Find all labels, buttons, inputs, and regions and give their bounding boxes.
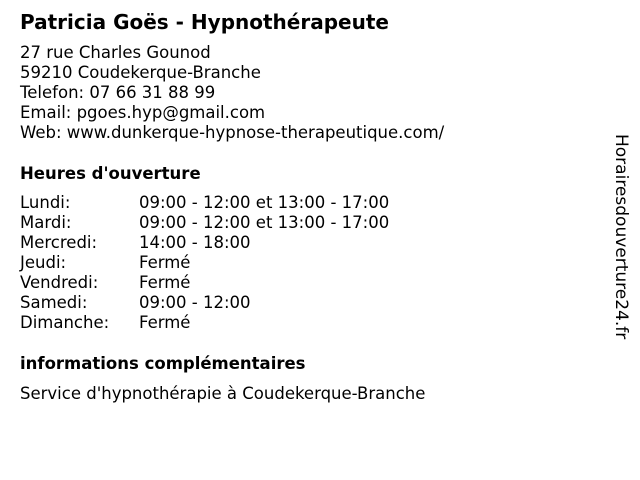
hours-heading: Heures d'ouverture xyxy=(20,164,201,183)
day-label: Mercredi: xyxy=(20,233,98,252)
site-watermark: Horairesdouverture24.fr xyxy=(611,134,631,340)
hours-row-friday xyxy=(20,273,440,293)
time-value: 09:00 - 12:00 xyxy=(139,293,251,312)
time-value: 09:00 - 12:00 et 13:00 - 17:00 xyxy=(139,193,390,212)
day-label: Dimanche: xyxy=(20,313,110,332)
hours-table xyxy=(20,193,440,333)
info-text: Service d'hypnothérapie à Coudekerque-Branche xyxy=(20,384,426,403)
hours-row-thursday xyxy=(20,253,440,273)
time-value: Fermé xyxy=(139,313,191,332)
info-heading: informations complémentaires xyxy=(20,354,306,373)
time-value: 14:00 - 18:00 xyxy=(139,233,251,252)
day-label: Lundi: xyxy=(20,193,71,212)
address-city: 59210 Coudekerque-Branche xyxy=(20,63,261,82)
address-street: 27 rue Charles Gounod xyxy=(20,43,211,62)
hours-row-saturday xyxy=(20,293,440,313)
time-value: Fermé xyxy=(139,273,191,292)
time-value: Fermé xyxy=(139,253,191,272)
email-line: Email: pgoes.hyp@gmail.com xyxy=(20,103,266,122)
hours-row-sunday xyxy=(20,313,440,333)
day-label: Jeudi: xyxy=(20,253,67,272)
phone-line: Telefon: 07 66 31 88 99 xyxy=(20,83,216,102)
time-value: 09:00 - 12:00 et 13:00 - 17:00 xyxy=(139,213,390,232)
hours-row-monday xyxy=(20,193,440,213)
business-title: Patricia Goës - Hypnothérapeute xyxy=(20,10,389,34)
web-line: Web: www.dunkerque-hypnose-therapeutique.com/ xyxy=(20,123,445,142)
day-label: Samedi: xyxy=(20,293,88,312)
contact-block xyxy=(20,43,444,143)
day-label: Mardi: xyxy=(20,213,72,232)
day-label: Vendredi: xyxy=(20,273,99,292)
hours-row-tuesday xyxy=(20,213,440,233)
hours-row-wednesday xyxy=(20,233,440,253)
